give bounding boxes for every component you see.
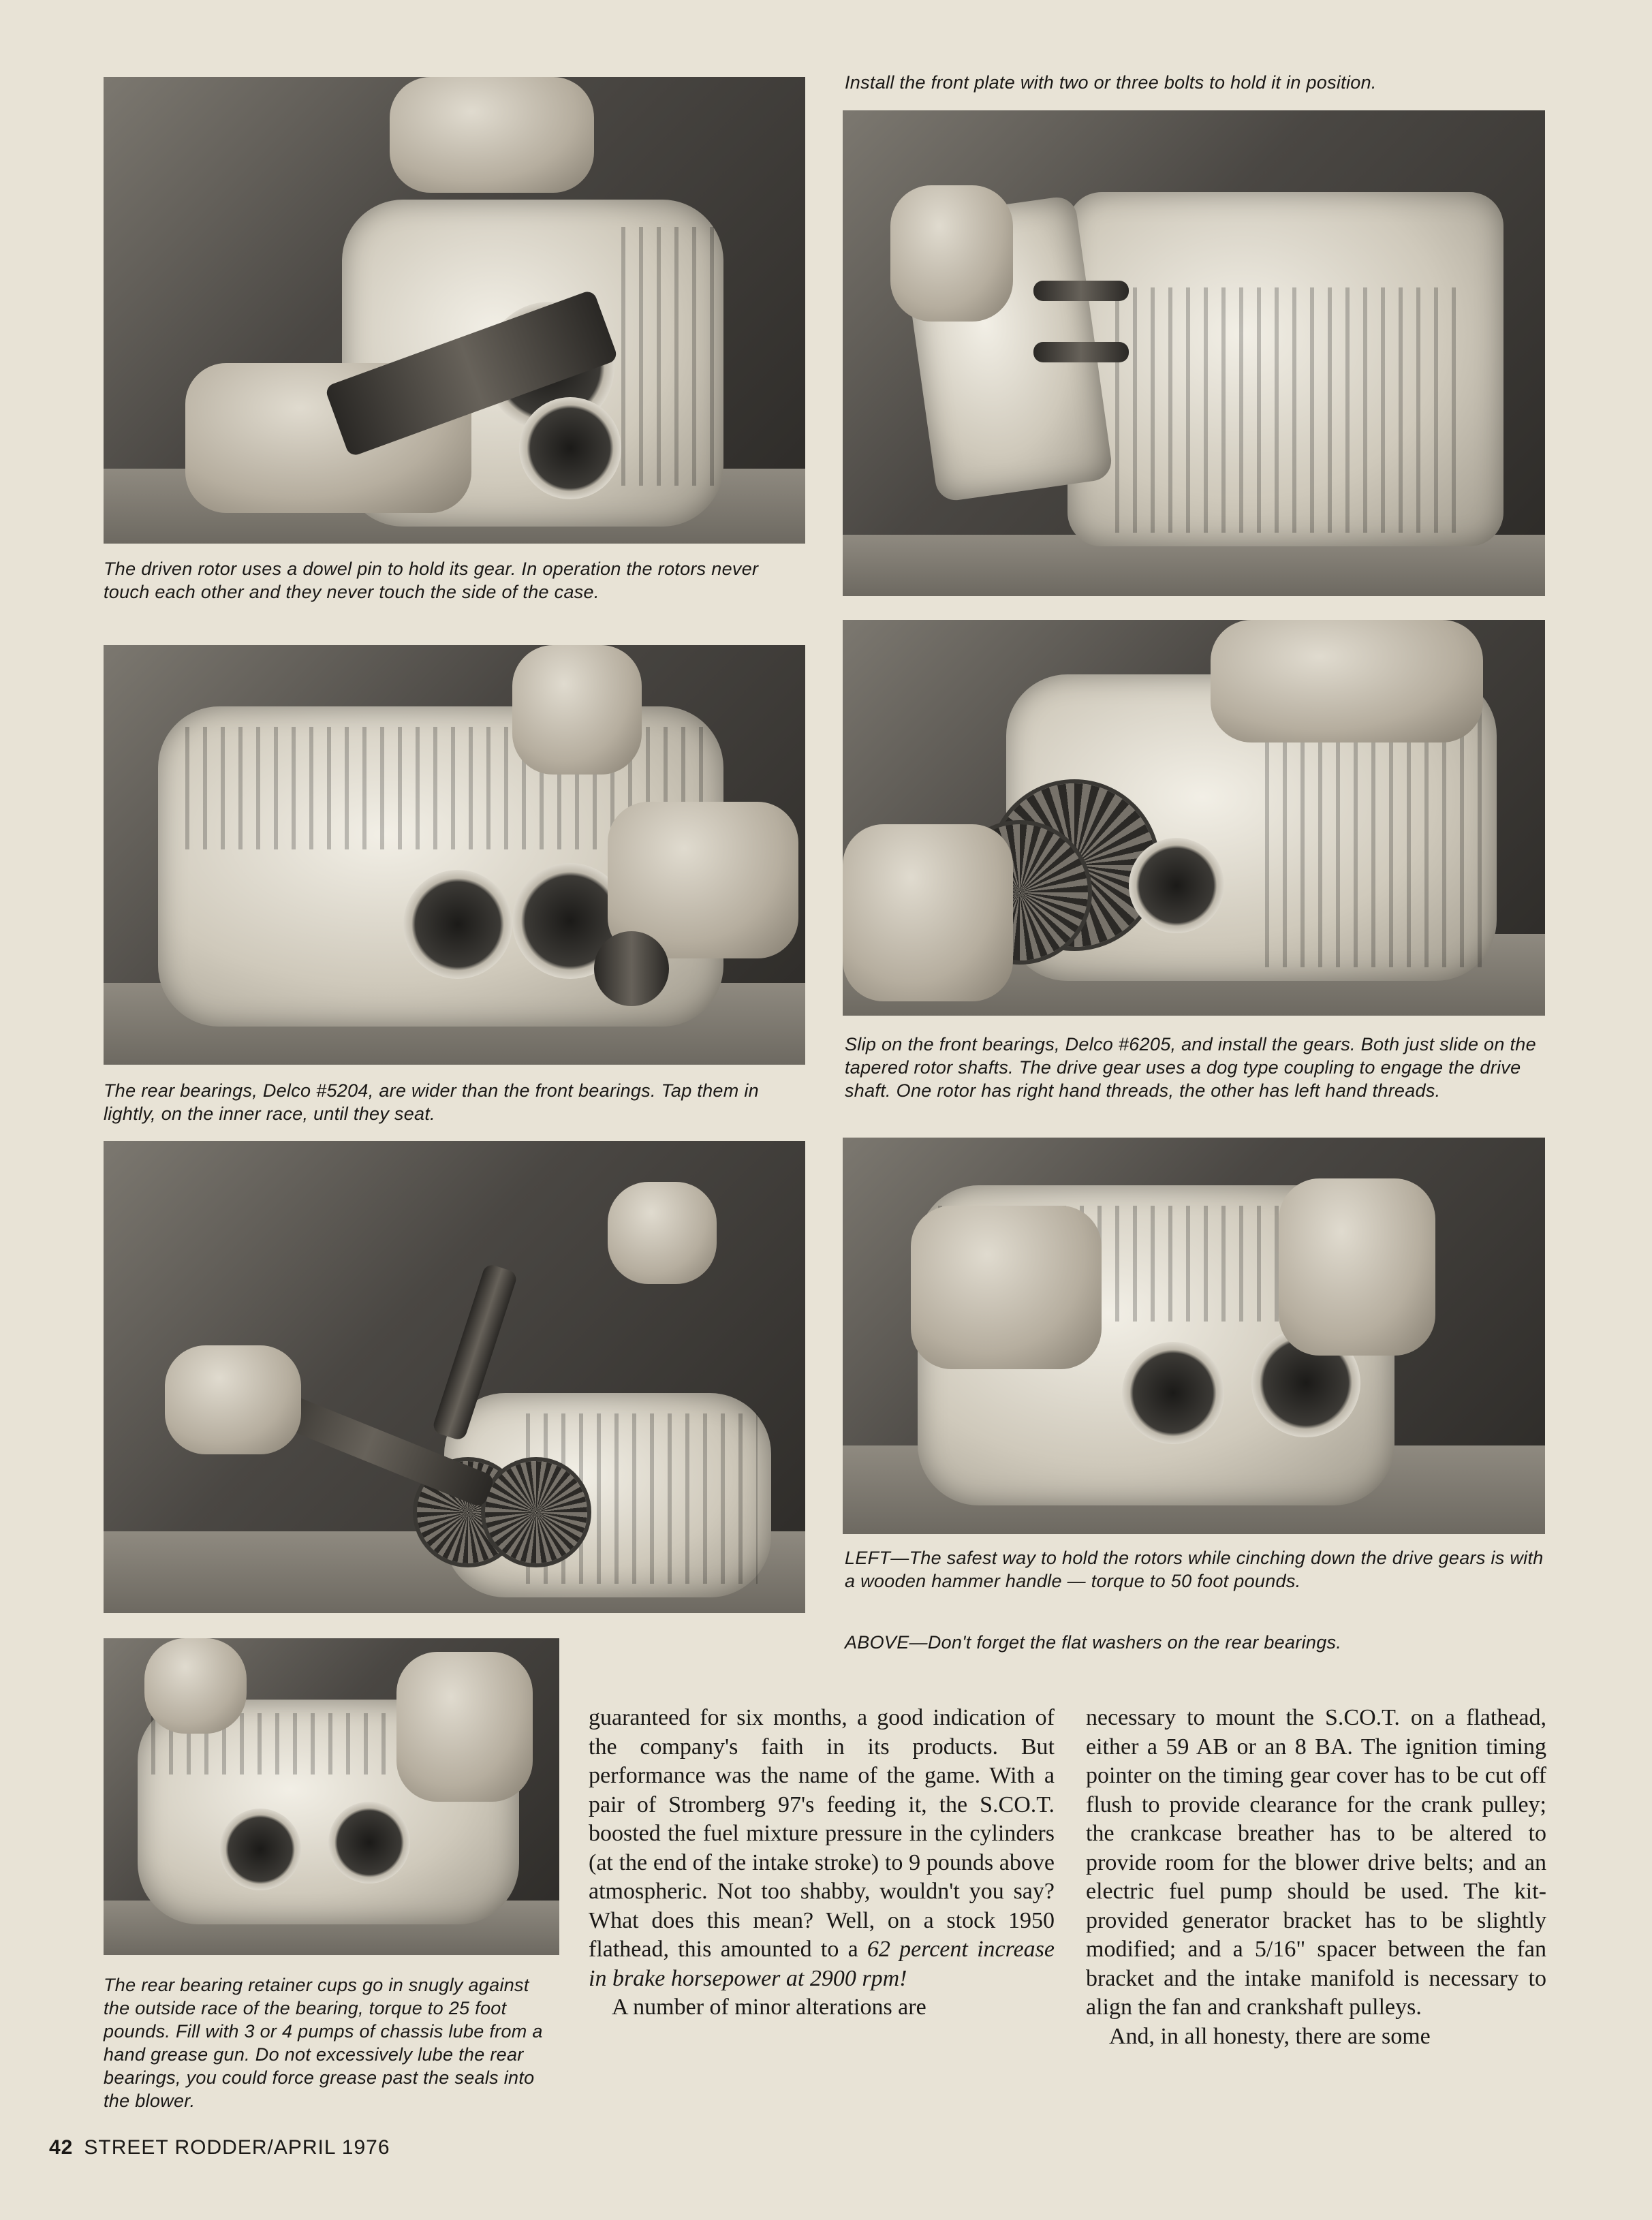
page-footer	[49, 2136, 390, 2159]
body-col2-para1: necessary to mount the S.CO.T. on a flathead, either a 59 AB or an 8 BA. The ignition timing pointer on the timing gear cover has to be cut off flush to provide clearance for the crank pulley; the crankcase breather has to be altered to provide room for the blower drive belts; and an electric fuel pump should be used. The kit-provided generator bracket has to be slightly modified; and a 5/16" spacer between the fan bracket and the intake manifold is necessary to align the fan and crankshaft pulleys.	[1086, 1705, 1546, 2020]
caption-mid-left: The rear bearings, Delco #5204, are wider than the front bearings. Tap them in lightly, on the inner race, until they seat.	[104, 1080, 759, 1124]
photo-driven-rotor	[104, 77, 805, 544]
body-col2-para2: And, in all honesty, there are some	[1109, 2023, 1431, 2049]
body-col1-text: guaranteed for six months, a good indication of the company's faith in its products. But performance was the name of the game. With a pair of Stromberg 97's feeding it, the S.CO.T. boosted the fuel mixture pressure in the cylinders (at the end of the intake stroke) to 9 pounds above atmospheric. Not too shabby, wouldn't you say? What does this mean? Well, on a stock 1950 flathead, this amounted to a	[589, 1705, 1055, 1962]
photo-rear-bearings	[104, 645, 805, 1065]
caption-left-text: The safest way to hold the rotors while cinching down the drive gears is with a wooden hammer handle — torque to 50 foot pounds.	[845, 1548, 1544, 1591]
magazine-issue: STREET RODDER/APRIL 1976	[84, 2136, 390, 2159]
photo-retainer-cups	[104, 1638, 559, 1955]
body-column-1	[589, 1704, 1055, 2022]
body-column-2	[1086, 1704, 1546, 2051]
photo-front-plate	[843, 110, 1545, 596]
caption-above-label: ABOVE—	[845, 1632, 928, 1653]
body-col1-para2: A number of minor alterations are	[612, 1995, 926, 2020]
caption-bottom-left: The rear bearing retainer cups go in snugly against the outside race of the bearing, torque to 25 foot pounds. Fill with 3 or 4 pumps of chassis lube from a hand grease gun. Do not excessively lube the rear bearings, you could force grease past the seals into the blower.	[104, 1975, 543, 2111]
photo-hammer-handle	[104, 1141, 805, 1613]
photo-front-bearings-gears	[843, 620, 1545, 1016]
caption-left-above	[845, 1546, 1546, 1593]
page-number: 42	[49, 2136, 74, 2159]
photo-flat-washers	[843, 1138, 1545, 1534]
caption-top-right: Install the front plate with two or three bolts to hold it in position.	[845, 72, 1377, 93]
caption-left-label: LEFT—	[845, 1548, 909, 1568]
caption-above-text: Don't forget the flat washers on the rear bearings.	[927, 1632, 1342, 1653]
caption-top-left: The driven rotor uses a dowel pin to hold its gear. In operation the rotors never touch each other and they never touch the side of the case.	[104, 559, 759, 602]
body-col1-emphasis: 62 percent increase in brake horsepower at 2900 rpm!	[589, 1937, 1055, 1991]
caption-above	[845, 1631, 1546, 1654]
caption-mid-right: Slip on the front bearings, Delco #6205, and install the gears. Both just slide on the tapered rotor shafts. The drive gear uses a dog type coupling to engage the drive shaft. One rotor has right hand threads, the other has left hand threads.	[845, 1034, 1536, 1101]
